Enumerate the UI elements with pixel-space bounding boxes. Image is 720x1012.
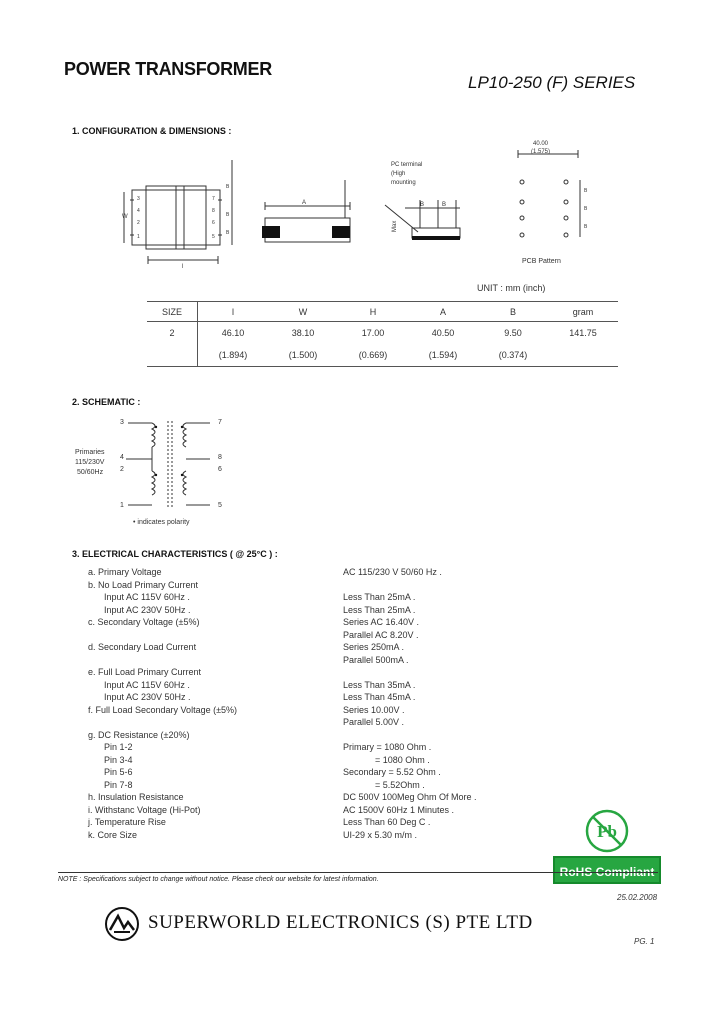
polarity-dot: [181, 426, 183, 428]
specification-note: NOTE : Specifications subject to change without notice. Please check our website for latest information.: [58, 876, 379, 883]
polarity-note: • indicates polarity: [133, 519, 190, 526]
document-date: 25.02.2008: [617, 893, 658, 902]
table-row: [147, 322, 618, 345]
param-label: g. DC Resistance (±20%): [88, 729, 190, 740]
param-label: Input AC 230V 50Hz .: [104, 604, 191, 615]
table-header-cell: H: [338, 302, 408, 322]
table-cell: 40.50: [431, 328, 455, 338]
pc-terminal-note-1: PC terminal: [391, 162, 423, 168]
page-number: PG. 1: [634, 937, 655, 946]
param-value: UI-29 x 5.30 m/m .: [343, 829, 418, 840]
svg-text:B: B: [226, 184, 230, 190]
param-label: Input AC 115V 60Hz .: [104, 679, 190, 690]
table-cell: 141.75: [569, 328, 597, 338]
param-label: c. Secondary Voltage (±5%): [88, 617, 200, 627]
svg-text:B: B: [584, 224, 588, 230]
svg-text:W: W: [122, 214, 128, 220]
table-cell: 46.10: [221, 328, 245, 338]
param-value: Parallel 5.00V .: [343, 717, 405, 727]
param-value: DC 500V 100Meg Ohm Of More .: [343, 792, 477, 802]
table-cell: [548, 344, 618, 367]
param-label: [88, 654, 237, 667]
pin-right-1: 8: [218, 454, 222, 461]
electrical-values: [343, 566, 477, 841]
section-electrical-title: 3. ELECTRICAL CHARACTERISTICS ( @ 25°C ) :: [72, 549, 278, 559]
mounting-base: [412, 236, 460, 240]
table-cell: 38.10: [291, 328, 315, 338]
svg-text:l: l: [182, 264, 184, 270]
param-label: Input AC 115V 60Hz .: [104, 592, 190, 602]
param-label: i. Withstanc Voltage (Hi-Pot): [88, 804, 201, 815]
param-value: Series 10.00V .: [343, 704, 405, 715]
svg-text:B: B: [442, 202, 447, 208]
electrical-parameters: [88, 566, 237, 841]
param-label: Pin 5-6: [104, 767, 133, 777]
svg-text:8: 8: [212, 208, 215, 214]
param-value: Secondary = 5.52 Ohm .: [343, 767, 441, 777]
param-value: Less Than 35mA .: [343, 679, 416, 690]
param-value: [343, 666, 477, 679]
schematic-diagram: [118, 415, 228, 515]
param-label: h. Insulation Resistance: [88, 792, 184, 802]
table-header-cell: l: [198, 302, 269, 322]
pb-symbol-text: Pb: [597, 822, 617, 841]
polarity-dot: [181, 474, 183, 476]
pin-left-1: 4: [120, 454, 124, 461]
param-label: k. Core Size: [88, 829, 138, 840]
unit-note: UNIT : mm (inch): [477, 283, 546, 293]
svg-text:4: 4: [137, 208, 140, 214]
polarity-dot: [155, 426, 157, 428]
param-label: Pin 7-8: [104, 779, 133, 790]
svg-text:7: 7: [212, 196, 215, 202]
pin-right-3: 5: [218, 502, 222, 509]
max-label: Max: [392, 220, 398, 232]
param-value: Less Than 25mA .: [343, 604, 416, 615]
pcb-pattern: [518, 150, 580, 237]
svg-text:B: B: [584, 206, 588, 212]
svg-text:3: 3: [137, 196, 140, 202]
pcb-width-mm: 40.00: [533, 141, 549, 147]
side-view-core-right: [332, 226, 350, 238]
table-cell: (1.594): [408, 344, 478, 367]
param-label: Input AC 230V 50Hz .: [104, 692, 191, 702]
table-row: [147, 344, 618, 367]
param-value: = 5.52Ohm .: [375, 779, 425, 790]
param-value: = 1080 Ohm .: [375, 754, 430, 765]
svg-text:2: 2: [137, 220, 140, 226]
param-label: j. Temperature Rise: [88, 817, 166, 827]
pb-free-icon: [584, 808, 630, 854]
table-header-cell: B: [478, 302, 548, 322]
param-value: Less Than 45mA .: [343, 692, 416, 702]
table-header-cell: SIZE: [147, 302, 198, 322]
param-value: Series 250mA .: [343, 642, 405, 652]
param-label: f. Full Load Secondary Voltage (±5%): [88, 704, 238, 715]
param-value: Parallel 500mA .: [343, 654, 409, 665]
primaries-frequency: 50/60Hz: [77, 469, 104, 476]
series-name: LP10-250 (F) SERIES: [468, 73, 636, 92]
dimension-table: [147, 301, 618, 367]
param-value: Less Than 25mA .: [343, 592, 416, 602]
table-cell: (1.500): [268, 344, 338, 367]
param-label: b. No Load Primary Current: [88, 579, 199, 590]
pin-left-3: 1: [120, 502, 124, 509]
param-label: a. Primary Voltage: [88, 567, 162, 577]
table-cell: 17.00: [361, 328, 385, 338]
table-header-row: [147, 302, 618, 322]
param-label: [88, 629, 237, 642]
param-label: d. Secondary Load Current: [88, 642, 197, 652]
param-value: [343, 729, 477, 742]
svg-text:B: B: [226, 230, 230, 236]
pin-right-0: 7: [218, 419, 222, 426]
company-name: SUPERWORLD ELECTRONICS (S) PTE LTD: [148, 912, 533, 933]
document-title: POWER TRANSFORMER: [64, 59, 272, 79]
svg-text:1: 1: [137, 234, 140, 240]
rohs-compliant-badge: RoHS Compliant: [553, 856, 661, 884]
pc-terminal-note-2: (High: [391, 171, 406, 177]
pin-right-2: 6: [218, 466, 222, 473]
pcb-width-inch: (1.575): [531, 149, 551, 155]
side-view-core-left: [262, 226, 280, 238]
table-cell: (0.374): [478, 344, 548, 367]
primaries-voltage: 115/230V: [75, 459, 105, 466]
param-label: [88, 716, 237, 729]
svg-text:5: 5: [212, 234, 215, 240]
section-schematic-title: 2. SCHEMATIC :: [72, 397, 141, 407]
table-cell: 2: [147, 322, 198, 345]
primaries-label: Primaries: [75, 449, 105, 456]
param-value: Parallel AC 8.20V .: [343, 629, 419, 640]
note-divider: [58, 872, 658, 873]
polarity-dot: [155, 474, 157, 476]
param-value: Less Than 60 Deg C .: [343, 817, 431, 827]
configuration-drawing: [120, 140, 590, 280]
svg-text:B: B: [420, 202, 425, 208]
param-value: Series AC 16.40V .: [343, 617, 420, 627]
front-view: [124, 160, 232, 264]
table-header-cell: W: [268, 302, 338, 322]
table-header-cell: gram: [548, 302, 618, 322]
pin-left-2: 2: [120, 466, 124, 473]
svg-text:A: A: [302, 200, 307, 206]
svg-text:B: B: [584, 188, 588, 194]
param-value: Primary = 1080 Ohm .: [343, 742, 432, 752]
table-cell: [147, 344, 198, 367]
param-label: e. Full Load Primary Current: [88, 667, 202, 677]
svg-text:6: 6: [212, 220, 215, 226]
svg-text:B: B: [226, 212, 230, 218]
table-header-cell: A: [408, 302, 478, 322]
param-label: Pin 1-2: [104, 742, 133, 752]
pc-terminal-note-3: mounting: [391, 180, 416, 186]
pcb-pattern-label: PCB Pattern: [522, 258, 561, 265]
section-configuration-title: 1. CONFIGURATION & DIMENSIONS :: [72, 126, 232, 136]
table-cell: (1.894): [198, 344, 269, 367]
param-value: AC 115/230 V 50/60 Hz .: [343, 567, 442, 577]
table-cell: 9.50: [504, 328, 522, 338]
param-value: [343, 579, 477, 592]
company-logo-icon: [104, 906, 140, 942]
param-value: AC 1500V 60Hz 1 Minutes .: [343, 804, 455, 815]
pin-left-0: 3: [120, 419, 124, 426]
param-label: Pin 3-4: [104, 754, 133, 765]
table-cell: (0.669): [338, 344, 408, 367]
